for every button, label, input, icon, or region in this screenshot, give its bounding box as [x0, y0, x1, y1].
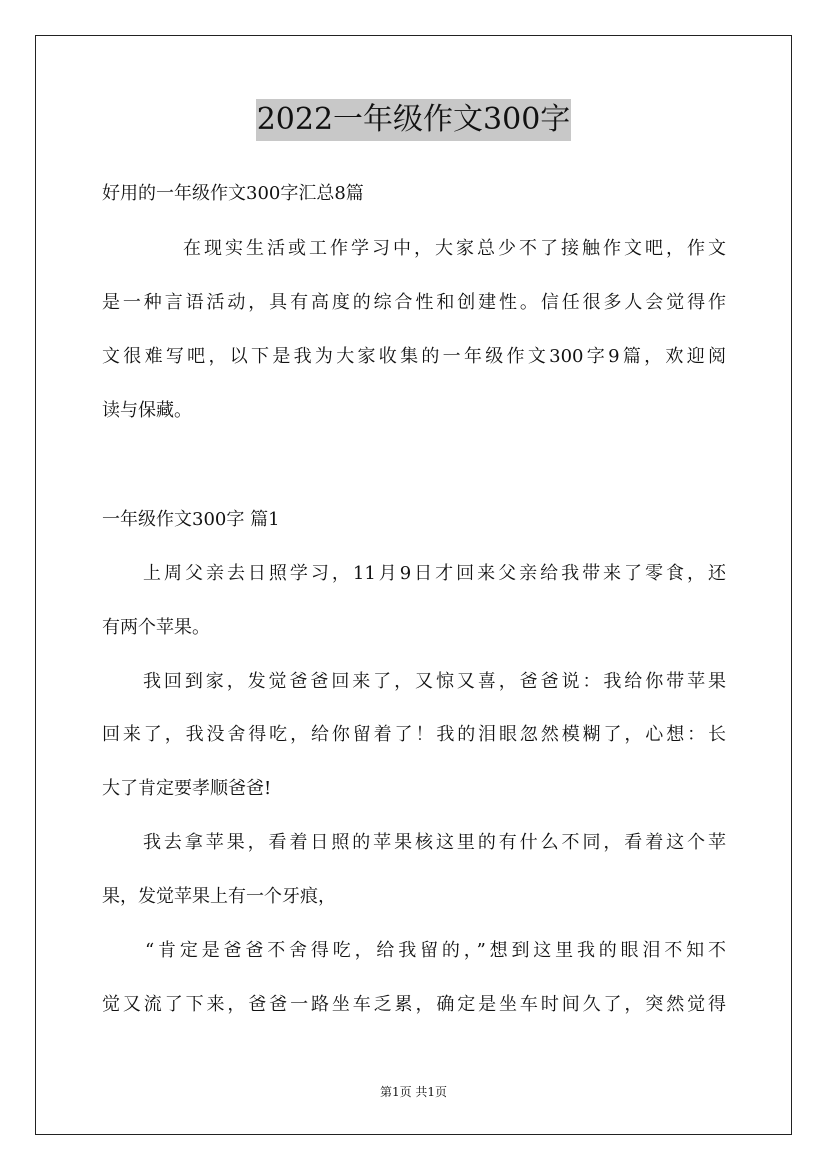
- paragraph-line: 我去拿苹果，看着日照的苹果核这里的有什么不同，看着这个苹: [143, 832, 726, 853]
- paragraph-line: 觉又流了下来，爸爸一路坐车乏累，确定是坐车时间久了，突然觉得: [102, 994, 726, 1015]
- document-subtitle: 好用的一年级作文300字汇总8篇: [102, 183, 364, 204]
- page-footer: 第1页 共1页: [379, 1085, 448, 1099]
- intro-line: 文很难写吧，以下是我为大家收集的一年级作文300字9篇，欢迎阅: [102, 346, 726, 367]
- intro-line: 读与保藏。: [102, 400, 192, 421]
- paragraph-line: “肯定是爸爸不舍得吃，给我留的，”想到这里我的眼泪不知不: [145, 940, 726, 961]
- intro-line: 在现实生活或工作学习中，大家总少不了接触作文吧，作文: [183, 238, 726, 259]
- intro-line: 是一种言语活动，具有高度的综合性和创建性。信任很多人会觉得作: [102, 292, 726, 313]
- paragraph-line: 有两个苹果。: [102, 617, 210, 638]
- paragraph-line: 大了肯定要孝顺爸爸!: [102, 778, 272, 799]
- document-title: 2022一年级作文300字: [256, 99, 572, 141]
- paragraph-line: 上周父亲去日照学习，11月9日才回来父亲给我带来了零食，还: [143, 563, 726, 584]
- paragraph-line: 回来了，我没舍得吃，给你留着了！我的泪眼忽然模糊了，心想：长: [102, 724, 726, 745]
- paragraph-line: 果，发觉苹果上有一个牙痕，: [102, 886, 336, 907]
- section-heading: 一年级作文300字 篇1: [102, 509, 280, 530]
- paragraph-line: 我回到家，发觉爸爸回来了，又惊又喜，爸爸说：我给你带苹果: [143, 671, 726, 692]
- title-container: [0, 99, 827, 141]
